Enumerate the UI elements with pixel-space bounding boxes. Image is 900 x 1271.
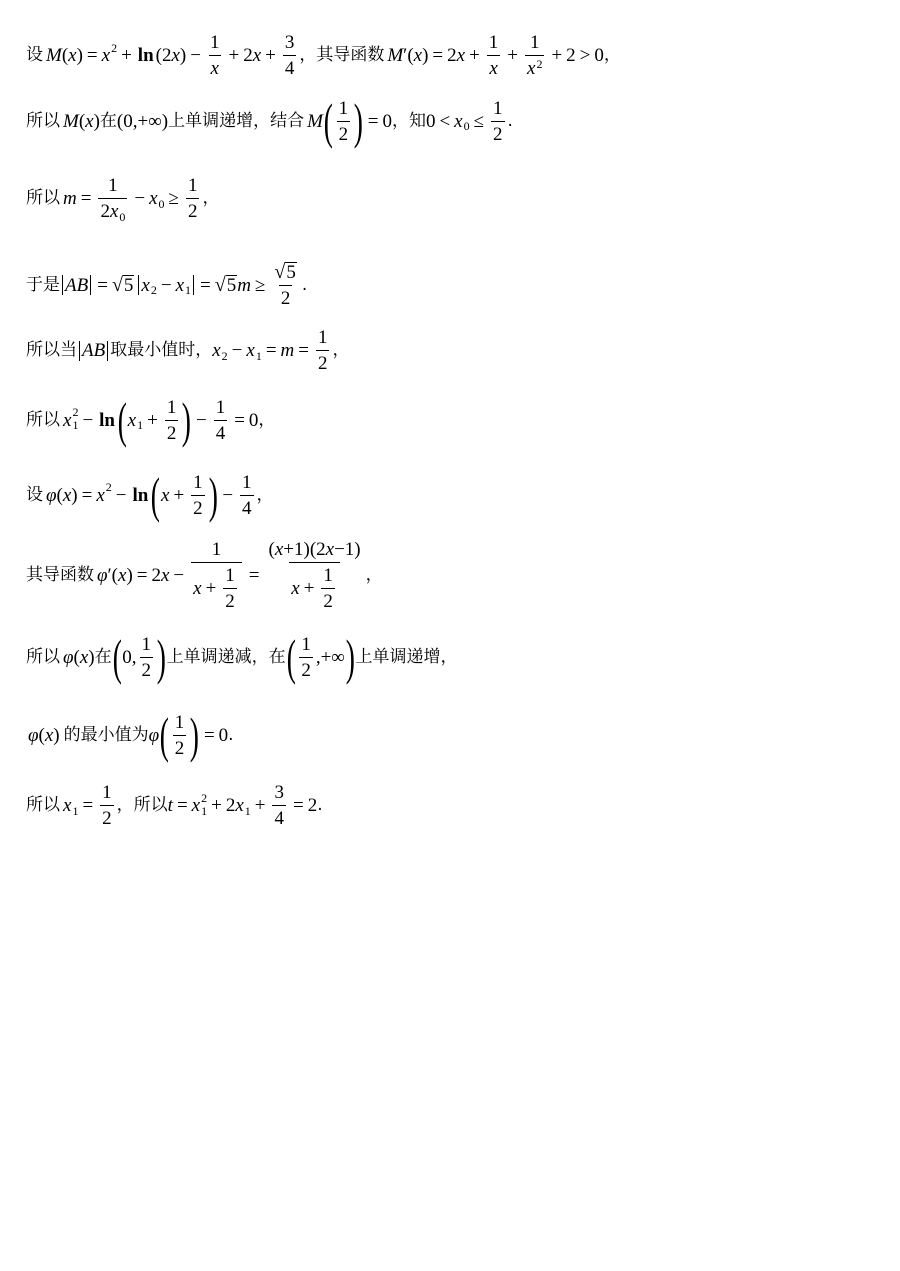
text: ，所以 <box>116 795 168 815</box>
text: ， <box>202 188 220 208</box>
line-6: 所以 x 1 2 − ln ( x 1 + $\frac{1}{2}$ ) − $\frac{1}{4}$ = 0 ， <box>26 392 276 448</box>
text: 所以 <box>26 188 60 208</box>
text: 在 <box>99 110 117 131</box>
text: ， <box>256 484 274 505</box>
text: ， <box>258 409 276 430</box>
text: 设 <box>26 45 43 65</box>
text: 于是 <box>26 274 60 295</box>
line-1: 设 M ( x ) = x 2 + ln (2 x ) − $\frac{1}{x}$ + 2 x + $\frac{3}{4}$ ，其导函数 M ′( x ) = 2 x + $\frac{1}{x}$ + $\frac{1}{x^2}$ + 2 > 0 ， <box>26 32 621 79</box>
line-4: 于是 AB = √ 5 x 2 − x 1 = √ 5 m ≥ √ 5 2 . <box>26 261 308 309</box>
line-2: 所以 M ( x ) 在 (0,+∞) 上单调递增，结合 M ( $\frac{1}{2}$ ) = 0 ，知 0 < x 0 ≤ $\frac{1}{2}$ . <box>26 93 513 149</box>
text: . <box>301 274 308 295</box>
text: 所以当 <box>26 340 77 360</box>
text: 取最小值时， <box>110 340 213 360</box>
text: 在 <box>94 646 112 667</box>
text: 所以 <box>26 110 60 131</box>
text: 其导函数 <box>26 565 94 585</box>
text: . <box>507 110 513 131</box>
text: ， <box>603 45 621 65</box>
text: 上单调递增， <box>355 646 458 667</box>
line-3: 所以 m = $\frac{1}{2x_0}$ − x 0 ≥ $\frac{1}{2}$ ， <box>26 175 220 224</box>
text: 所以 <box>26 646 60 667</box>
text: . <box>317 795 323 815</box>
text: 的最小值为 <box>63 724 149 745</box>
text: ， <box>332 340 350 360</box>
text: . <box>228 724 234 745</box>
line-7: 设 φ ( x ) = x 2 − ln ( x + $\frac{1}{2}$ ) − $\frac{1}{4}$ ， <box>26 467 274 523</box>
text: ，知 <box>391 110 426 131</box>
text: 设 <box>26 484 43 505</box>
text: ， <box>365 565 383 585</box>
text: ，其导函数 <box>299 45 385 65</box>
text: 所以 <box>26 795 60 815</box>
line-9: 所以 φ ( x ) 在 ( 0, $\frac{1}{2}$ ) 上单调递减，在 ( $\frac{1}{2}$ ,+∞ ) 上单调递增， <box>26 629 458 685</box>
line-11: 所以 x 1 = $\frac{1}{2}$ ，所以 t = x 1 2 + 2 x 1 + $\frac{3}{4}$ = 2 . <box>26 782 323 829</box>
line-5: 所以当 AB 取最小值时， x 2 − x 1 = m = $\frac{1}{2}$ ， <box>26 327 350 374</box>
line-10: φ ( x ) 的最小值为 φ ( $\frac{1}{2}$ ) = 0 . <box>28 707 234 763</box>
text: 上单调递增，结合 <box>168 110 305 131</box>
text: 所以 <box>26 409 60 430</box>
text: 上单调递减，在 <box>166 646 286 667</box>
line-8: 其导函数 φ ′( x ) = 2 x − 1 x + $\frac{1}{2}$ = (x+1)(2x−1) x + $\frac{1}{2}$ ， <box>26 539 383 612</box>
